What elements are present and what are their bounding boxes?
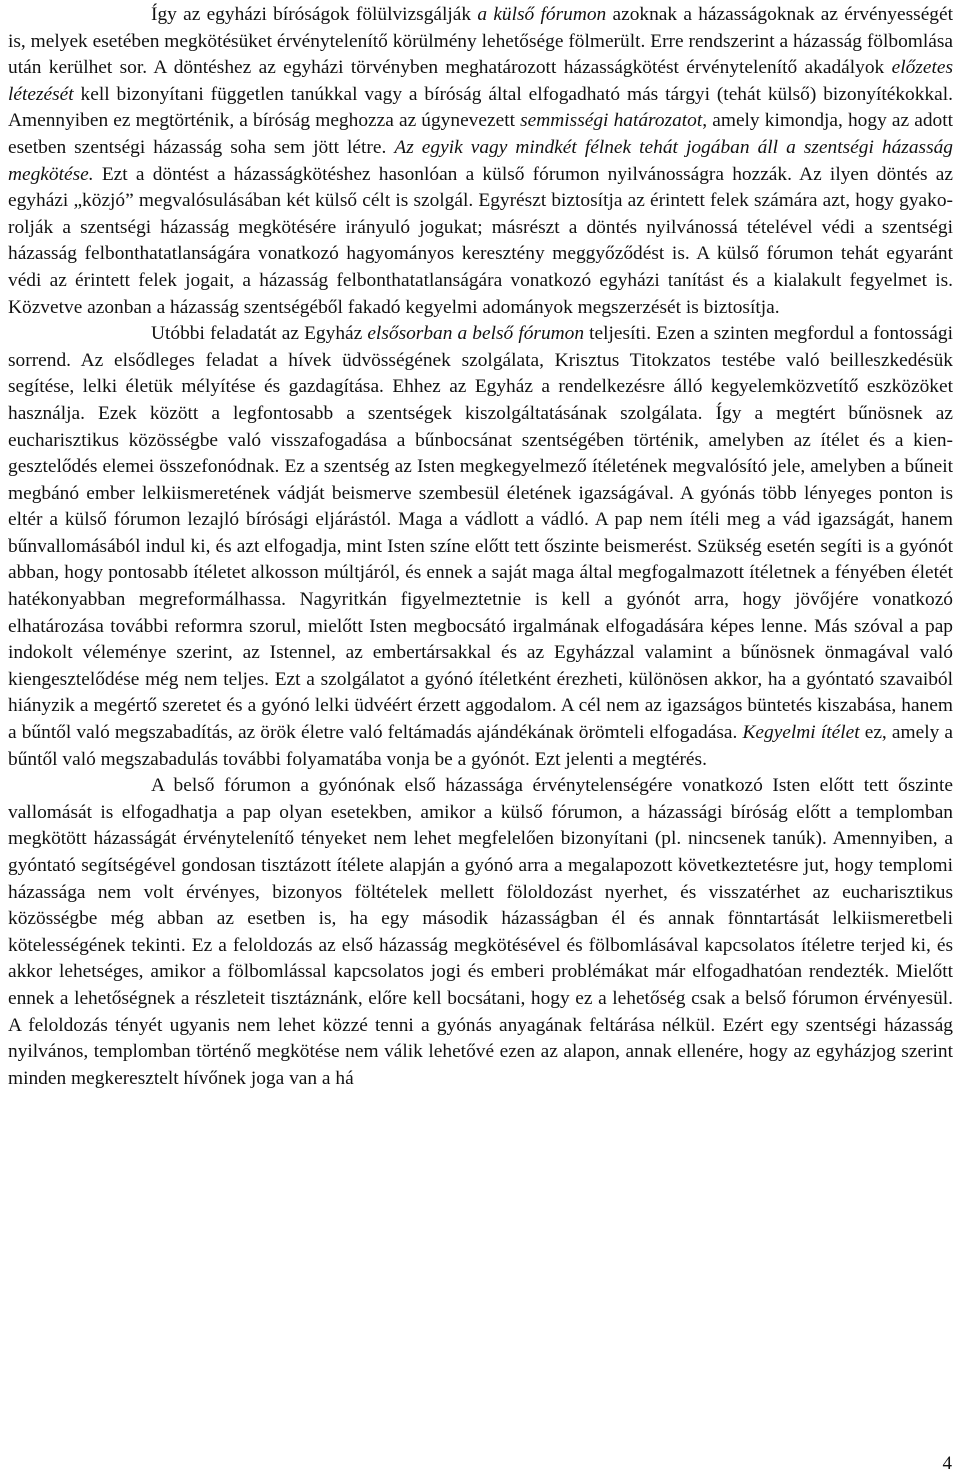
paragraph-text: Ezt a döntést a házasságkötéshez hasonlóan a külső fórumon nyilvánosságra hozzák. Az ilyen döntés az egyházi „közjó” megvalósulásában két külső célt is szolgál. Egyrészt biztosítja az érintett felek számára azt, hogy gyakorolják a szentségi házasság megkötésére irányuló jogukat; másrészt a döntés nyilvánossá tételével védi a szentségi házasság felbonthatatlanságára vonatkozó hagyományos keresztény meggyőződést is. A külső fórumon tehát egyaránt védi az érintett felek jogait, a házasság felbonthatatlanságára vonatkozó egyházi tanítást és a kialakult fegyelmet is. Közvetve azonban a házasság szentségéből fakadó kegyelmi adományok megszerzését is biztosítja. bbox=[8, 163, 953, 318]
paragraph-text: Így az egyházi bíróságok fölülvizsgálják bbox=[151, 4, 478, 25]
body-paragraph bbox=[8, 321, 953, 773]
page-number: 4 bbox=[942, 1453, 952, 1474]
paragraph-text: Utóbbi feladatát az Egyház bbox=[151, 323, 368, 345]
body-paragraph bbox=[8, 773, 953, 1092]
paragraph-text: kell bizonyítani független tanúkkal vagy a bíróság által elfogadható más tárgyi (tehát külső) bizonyítékokkal. Amennyiben ez megtörténik, a bíróság meghozza az úgynevezett bbox=[8, 83, 953, 132]
paragraph-text: azoknak a házasságoknak az érvényességét is, melyek esetében megkötésüket érvénytelenítő körülmény lehetősége fölmerült. Erre rendszerint a házasság fölbomlása után kerülhet sor. A döntéshez az egyházi törvényben meghatározott házasságkötést érvénytelenítő akadályok bbox=[8, 4, 953, 79]
italic-text: Az egyik vagy mindkét félnek tehát jogában áll a szentségi házasság megkötése. bbox=[8, 136, 954, 185]
italic-text: Kegyelmi ítélet bbox=[742, 722, 860, 744]
italic-text: a külső fórumon bbox=[477, 4, 607, 25]
body-paragraph bbox=[8, 2, 953, 321]
document-page bbox=[8, 2, 953, 1092]
paragraph-text: ez, amely a bűntől való megszabadulás további folyamatába vonja be a gyónót. Ezt jelenti a megtérés. bbox=[8, 722, 954, 770]
italic-text: semmisségi határozatot bbox=[520, 110, 703, 132]
italic-text: előzetes létezését bbox=[8, 57, 953, 105]
paragraph-text: A belső fórumon a gyónónak első házassága érvénytelenségére vonatkozó Isten előtt tett őszinte vallomását is elfogadhatja a pap olyan esetekben, amikor a külső fórumon, a házassági bíróság előtt a templomban megkötött házasságát érvénytelenítő tényeket nem lehet megfelelően bizonyítani (pl. nincsenek tanúk). Amennyiben, a gyóntató segítségével gondosan tisztázott ítélete alapján a gyónó arra a megalapozott következtetésre jut, hogy templomi házassága nem volt érvényes, bizonyos föltételek mellett föloldozást nyerhet, és visszatérhet az eucharisztikus közösségbe még abban az esetben is, ha egy második házasságban él és annak fönntartását lelkiismeretbeli kötelességének tekinti. Ez a feloldozás az első házasság megkötésével és fölbomlásával kapcsolatos ítéletre terjed ki, és akkor lehetséges, amikor a fölbomlással kapcsolatos jogi és emberi problémákat már elfogadhatóan rendezték. Mielőtt ennek a lehetőségnek a részleteit tisztáznánk, előre kell bocsátani, hogy ez a lehetőség csak a belső fórumon érvényesül. A feloldozás tényét ugyanis nem lehet közzé tenni a gyónás anyagának feltárása nélkül. Ezért egy szentségi házasság nyilvános, templomban történő megkötése nem válik lehetővé ezen az alapon, annak ellenére, hogy az egyházjog szerint minden megkeresztelt hívőnek joga van a há bbox=[8, 775, 953, 1089]
paragraph-text: , amely kimondja, hogy az adott esetben szentségi házasság soha sem jött létre. bbox=[8, 110, 953, 158]
italic-text: elsősorban a belső fórumon bbox=[367, 323, 585, 345]
paragraph-text: teljesíti. Ezen a szinten megfordul a fontossági sorrend. Az elsődleges feladat a hívek üdvösségének szolgálata, Krisztus Titokzatos testébe való beilleszkedésük segítése, lelki életük mélyítése és gazdagítása. Ehhez az Egyház a rendelkezésre álló kegyelemközvetítő eszközöket használja. Ezek között a legfontosabb a szentségek kiszolgáltatásának szolgálata. Így a megtért bűnösnek az eucharisztikus közösségbe való visszafogadása a bűnbocsánat szentségében történik, amelyben az ítélet és a kiengesztelődés elemei összefonódnak. Ez a szentség az Isten megkegyelmező ítéletének megvalósító jele, amelyben a bűneit megbánó ember lelkiismeretének vádját beismerve szembesül életének igazságával. A gyónás több lényeges ponton is eltér a külső fórumon lezajló bírósági eljárástól. Maga a vádlott a vádló. A pap nem ítéli meg a vád igazságát, hanem bűnvallomásából indul ki, és azt elfogadja, mint Isten színe előtt tett őszinte beismerést. Szükség esetén segíti is a gyónót abban, hogy pontosabb ítéletet alkosson múltjáról, és ennek a saját maga által megfogalmazott ítéletnek a fényében életét hatékonyabban megreformálhassa. Nagyritkán figyelmeztetnie is kell a gyónót arra, hogy jövőjére vonatkozó elhatározása további reformra szorul, mielőtt Isten megbocsátó irgalmának elfogadására képes lenne. Más szóval a pap indokolt véleménye szerint, az Istennel, az embertársakkal és az Egyházzal valamint a bűnösnek önmagával való kiengesztelődése még nem teljes. Ezt a szolgálatot a gyónó ítéletként érezheti, különösen akkor, ha a gyóntató szavaiból hiányzik a megértő szeretet és a gyónó lelki üdvéért érzett aggodalom. A cél nem az igazságos büntetés kiszabása, hanem a bűntől való megszabadítás, az örök életre való feltámadás ajándékának örömteli elfogadása. bbox=[8, 323, 953, 744]
